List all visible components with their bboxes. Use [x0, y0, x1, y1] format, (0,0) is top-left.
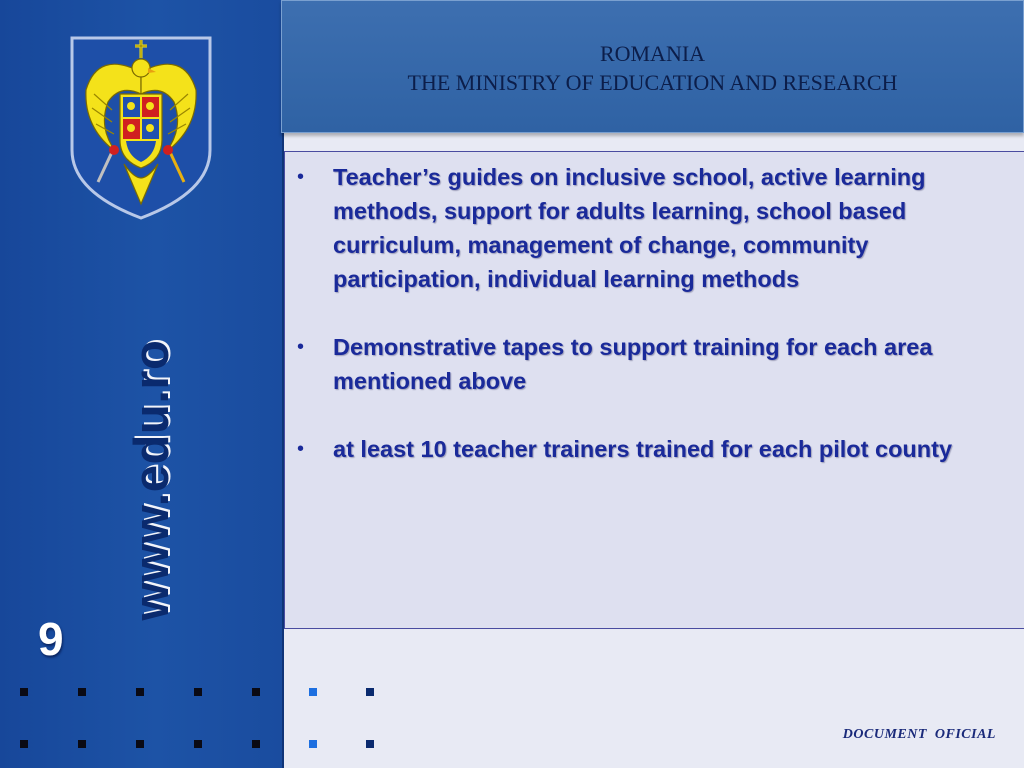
website-url: www.edu.ro [125, 339, 179, 621]
decorative-dot [252, 688, 260, 696]
document-oficial-label: DOCUMENT OFICIAL [842, 727, 996, 742]
decorative-dot [78, 688, 86, 696]
decorative-dot [309, 688, 317, 696]
page-number: 9 [38, 613, 64, 665]
romania-coat-of-arms-icon [68, 32, 214, 222]
decorative-dot [366, 688, 374, 696]
header-country: ROMANIA [599, 41, 706, 66]
bullet-icon: • [297, 166, 305, 188]
decorative-dot [366, 740, 374, 748]
bullet-text: Teacher’s guides on inclusive school, active learning methods, support for adults learning, school based curriculum, management of change, community participation, individual learning methods [333, 164, 926, 292]
ministry-header [281, 0, 1024, 133]
bullet-text: Demonstrative tapes to support training for each area mentioned above [333, 334, 933, 394]
left-sidebar [0, 0, 284, 768]
decorative-dot [20, 740, 28, 748]
bullet-icon: • [297, 336, 305, 358]
content-panel [284, 151, 1024, 629]
decorative-dot [136, 688, 144, 696]
list-item [297, 160, 1017, 296]
decorative-dot [252, 740, 260, 748]
decorative-dot [194, 740, 202, 748]
bullet-text: at least 10 teacher trainers trained for each pilot county [333, 436, 953, 462]
list-item [297, 330, 1017, 398]
decorative-dot [309, 740, 317, 748]
decorative-dot [20, 688, 28, 696]
decorative-dot [78, 740, 86, 748]
decorative-dot [194, 688, 202, 696]
header-ministry: THE MINISTRY OF EDUCATION AND RESEARCH [407, 70, 898, 95]
bullet-list [297, 160, 1017, 500]
decorative-dot [136, 740, 144, 748]
list-item [297, 432, 1017, 466]
bullet-icon: • [297, 438, 305, 460]
